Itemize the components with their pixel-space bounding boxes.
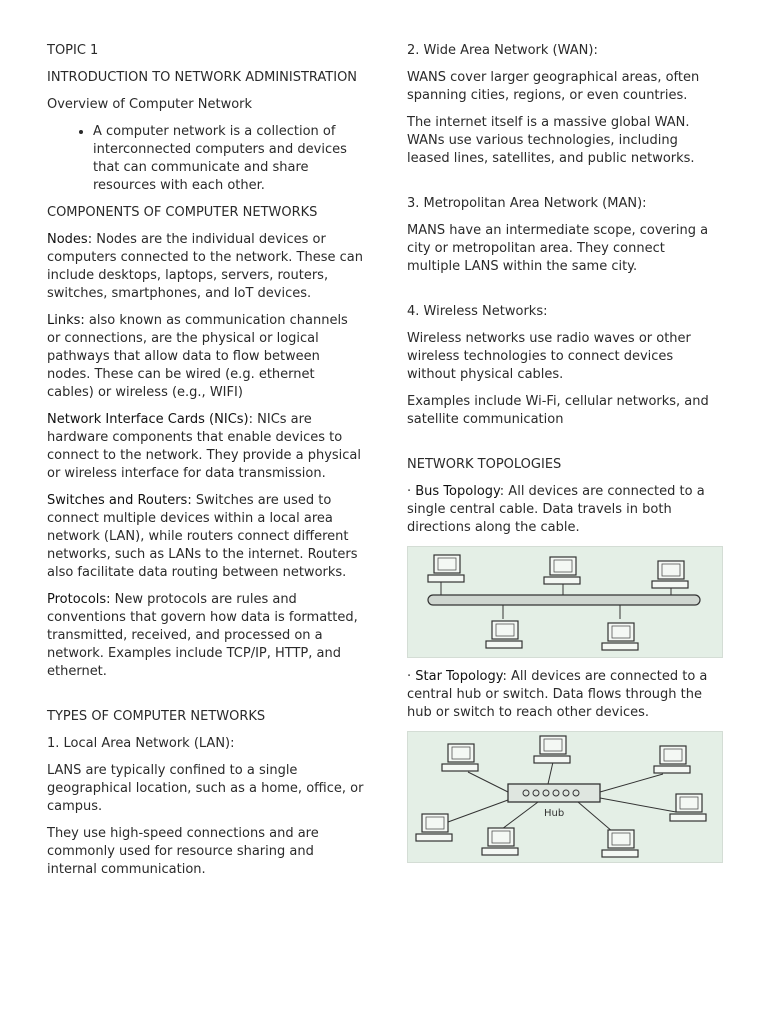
wan-paragraph-2: The internet itself is a massive global WAN. WANs use various technologies, including leased lines, satellites, and public networks.: [407, 115, 695, 166]
star-computer: [654, 746, 690, 773]
bus-computer: [544, 557, 580, 595]
lan-heading: 1. Local Area Network (LAN):: [47, 736, 235, 751]
nics-term: Network Interface Cards (NICs): [47, 412, 249, 427]
document-title: INTRODUCTION TO NETWORK ADMINISTRATION: [47, 70, 358, 85]
switches-term: Switches and Routers:: [47, 493, 192, 508]
star-computer: [670, 794, 706, 821]
bus-cable: [428, 595, 700, 605]
bus-computer: [652, 561, 688, 595]
wan-paragraph-1: WANS cover larger geographical areas, often spanning cities, regions, or even countries.: [407, 70, 700, 103]
star-term: Star Topology: [415, 669, 503, 684]
star-computer: [442, 744, 478, 771]
bus-computer: [602, 605, 638, 650]
bus-paragraph: [407, 483, 721, 537]
wireless-paragraph-1: Wireless networks use radio waves or other wireless technologies to connect devices without physical cables.: [407, 331, 691, 382]
links-term: Links:: [47, 313, 85, 328]
hub-device: [508, 784, 600, 802]
links-text: also known as communication channels or connections, are the physical or logical pathways that allow data to flow between nodes. These can be wired (e.g. ethernet cables) or wireless (e.g., WIFI): [47, 313, 348, 400]
nodes-term: Nodes:: [47, 232, 93, 247]
lan-paragraph-2: They use high-speed connections and are commonly used for resource sharing and internal communication.: [47, 826, 319, 877]
protocols-term: Protocols:: [47, 592, 111, 607]
overview-bullet: • A computer network is a collection of interconnected computers and devices that can communicate and share resources with each other.: [93, 123, 365, 195]
star-bullet: ·: [407, 669, 416, 684]
star-topology-svg: [408, 732, 722, 862]
protocols-paragraph: [47, 591, 365, 681]
right-column: [407, 42, 721, 873]
overview-heading: Overview of Computer Network: [47, 97, 253, 112]
star-computer: [416, 814, 452, 841]
bus-computer: [486, 605, 522, 648]
switches-text: Switches are used to connect multiple devices within a local area network (LAN), while routers connect different networks, such as LANs to the internet. Routers also facilitate data routing between networks.: [47, 493, 358, 580]
nics-text: : NICs are hardware components that enable devices to connect to the network. They provide a physical or wireless interface for data transmission.: [47, 412, 362, 481]
topologies-heading: NETWORK TOPOLOGIES: [407, 457, 562, 472]
topic-label: TOPIC 1: [47, 43, 99, 58]
bus-topology-svg: [408, 547, 722, 657]
nics-paragraph: [47, 411, 365, 483]
star-paragraph: [407, 668, 721, 722]
star-computer: [602, 830, 638, 857]
bus-topology-diagram: [407, 546, 723, 658]
nodes-text: Nodes are the individual devices or computers connected to the network. These can include desktops, laptops, servers, routers, switches, smartphones, and IoT devices.: [47, 232, 363, 301]
protocols-text: New protocols are rules and conventions that govern how data is formatted, transmitted, received, and processed on a network. Examples include TCP/IP, HTTP, and ethernet.: [47, 592, 358, 679]
switches-paragraph: [47, 492, 365, 582]
hub-label: Hub: [544, 808, 565, 819]
left-column: [47, 42, 365, 888]
bus-term: Bus Topology: [415, 484, 500, 499]
man-heading: 3. Metropolitan Area Network (MAN):: [407, 196, 647, 211]
bus-bullet: ·: [407, 484, 416, 499]
bus-text: : All devices are connected to a single central cable. Data travels in both directions along the cable.: [407, 484, 705, 535]
wireless-paragraph-2: Examples include Wi-Fi, cellular networks, and satellite communication: [407, 394, 709, 427]
star-text: : All devices are connected to a central hub or switch. Data flows through the hub or switch to reach other devices.: [407, 669, 708, 720]
star-computer: [534, 736, 570, 763]
star-computer: [482, 828, 518, 855]
star-topology-diagram: [407, 731, 723, 863]
wan-heading: 2. Wide Area Network (WAN):: [407, 43, 598, 58]
overview-list: [47, 123, 365, 195]
wireless-heading: 4. Wireless Networks:: [407, 304, 548, 319]
types-heading: TYPES OF COMPUTER NETWORKS: [47, 709, 266, 724]
components-heading: COMPONENTS OF COMPUTER NETWORKS: [47, 205, 318, 220]
man-paragraph: MANS have an intermediate scope, covering a city or metropolitan area. They connect multiple LANS within the same city.: [407, 223, 709, 274]
nodes-paragraph: [47, 231, 365, 303]
bus-computer: [428, 555, 464, 595]
lan-paragraph-1: LANS are typically confined to a single geographical location, such as a home, office, or campus.: [47, 763, 364, 814]
links-paragraph: [47, 312, 365, 402]
